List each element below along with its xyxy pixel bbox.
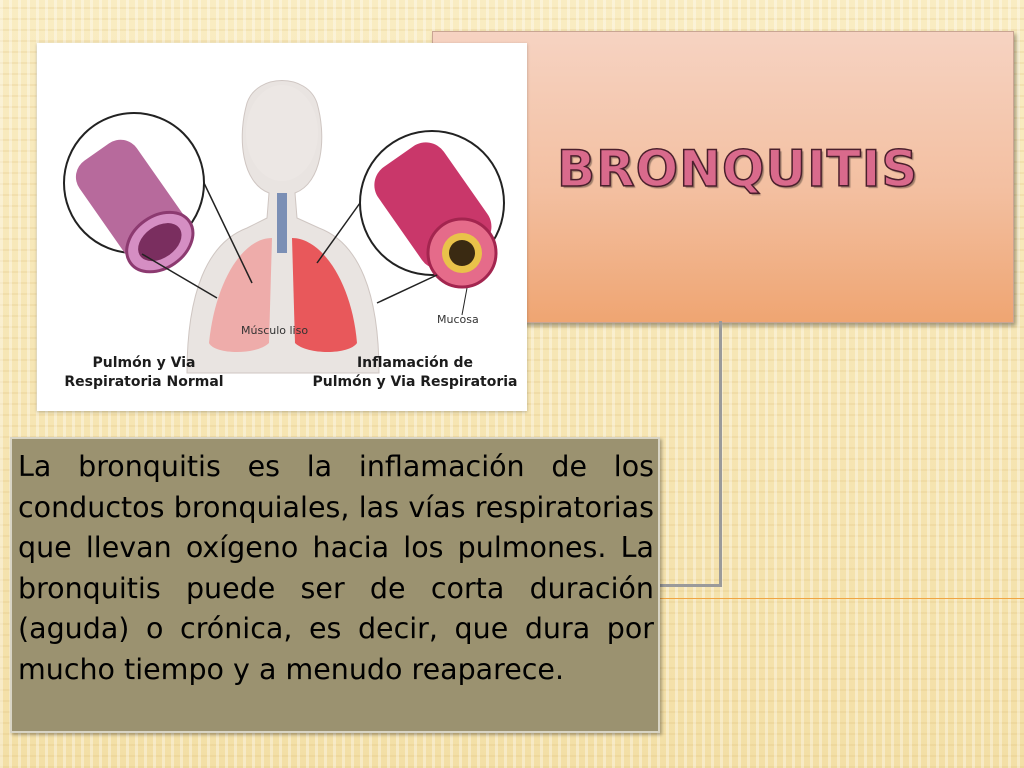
- inflamed-bronchus-lumen: [449, 240, 475, 266]
- label-smooth-muscle: Músculo liso: [241, 324, 309, 337]
- pointer-line-mucosa: [462, 288, 467, 315]
- connector-line-vertical: [719, 321, 722, 587]
- description-text: La bronquitis es la inflamación de los conductos bronquiales, las vías respiratorias que llevan oxígeno hacia los pulmones. La bronquitis puede ser de corta duración (aguda) o crónica, es decir, que dura por mucho tiempo y a menudo reaparece.: [18, 450, 654, 686]
- caption-inflamed-line1: Inflamación de: [356, 355, 474, 371]
- trachea: [277, 193, 287, 253]
- description-box: [10, 437, 660, 733]
- caption-inflamed-line2: Pulmón y Via Respiratoria: [312, 374, 518, 390]
- head-shape: [246, 85, 318, 181]
- caption-normal-line1: Pulmón y Via: [92, 355, 196, 371]
- pointer-line-right-2: [377, 275, 437, 303]
- accent-line: [660, 598, 1024, 599]
- connector-line-horizontal: [660, 584, 722, 587]
- label-mucosa: Mucosa: [437, 313, 479, 326]
- slide-title: BRONQUITIS: [557, 140, 919, 198]
- caption-inflamed: [305, 354, 525, 392]
- bronchitis-illustration: [37, 43, 527, 411]
- caption-normal-line2: Respiratoria Normal: [64, 374, 224, 390]
- caption-normal: [59, 354, 229, 392]
